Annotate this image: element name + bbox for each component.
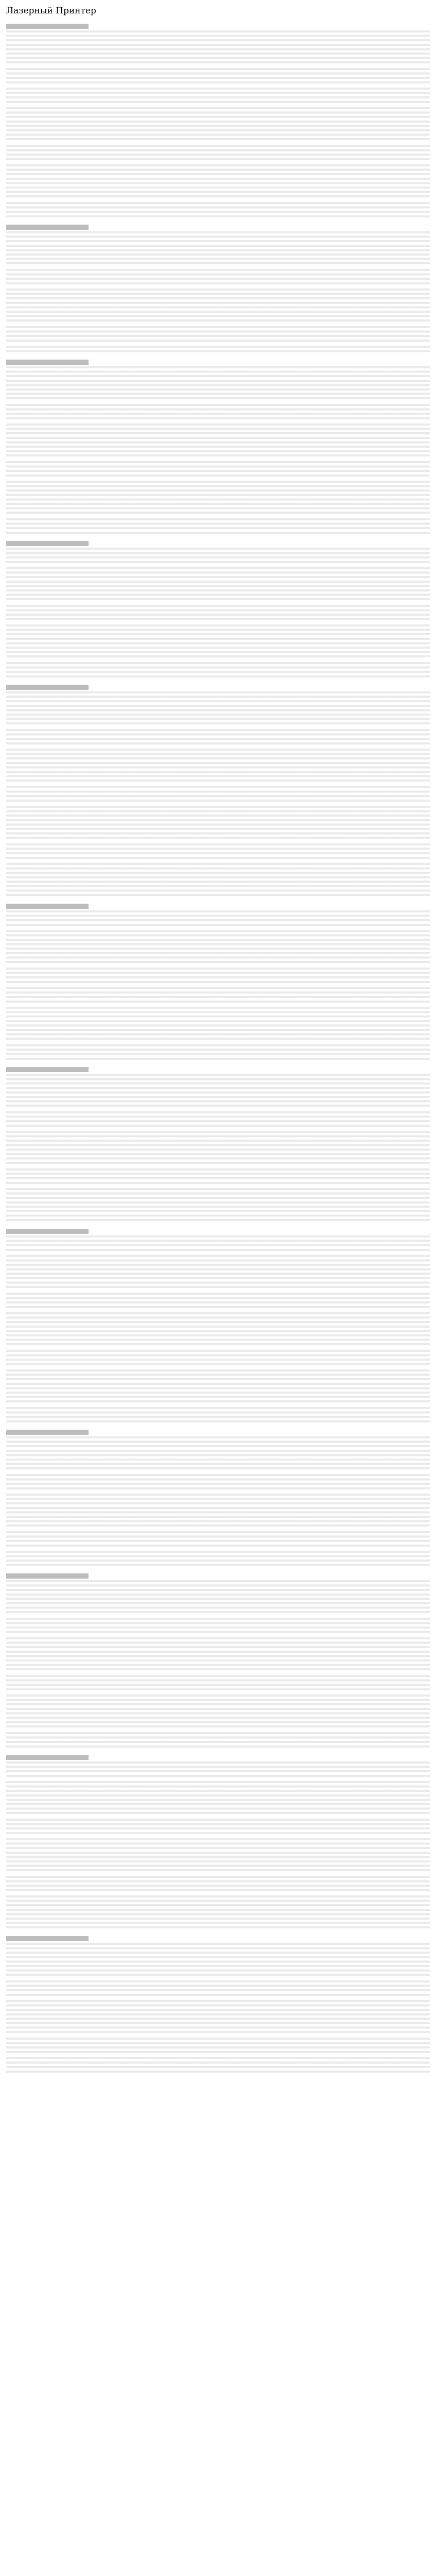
- paragraph: [6, 1618, 430, 1635]
- paragraph: [6, 269, 430, 286]
- paragraph: [6, 1255, 430, 1291]
- section-10: [6, 1573, 430, 1750]
- paragraph: [6, 729, 430, 747]
- paragraph: [6, 968, 430, 985]
- paragraph: [6, 518, 430, 536]
- section-3: [6, 360, 430, 536]
- paragraph: [6, 1369, 430, 1405]
- paragraph: [6, 481, 430, 516]
- paragraph: [6, 1474, 430, 1492]
- paragraph: [6, 987, 430, 1005]
- section-heading: [6, 541, 89, 546]
- paragraph: [6, 1531, 430, 1549]
- paragraph: [6, 2038, 430, 2055]
- paragraph: [6, 231, 430, 267]
- paragraph: [6, 1111, 430, 1129]
- paragraph: [6, 1675, 430, 1692]
- section-heading: [6, 1430, 89, 1435]
- section-heading: [6, 360, 89, 365]
- section-12: [6, 1936, 430, 2075]
- section-8: [6, 1229, 430, 1425]
- paragraph: [6, 366, 430, 402]
- paragraph: [6, 346, 430, 354]
- paragraph: [6, 1494, 430, 1529]
- paragraph: [6, 548, 430, 565]
- paragraph: [6, 1943, 430, 1978]
- paragraph: [6, 1436, 430, 1472]
- paragraph: [6, 1732, 430, 1750]
- section-heading: [6, 1067, 89, 1072]
- section-heading: [6, 685, 89, 690]
- paragraph: [6, 1168, 430, 1186]
- paragraph: [6, 326, 430, 344]
- paragraph: [6, 404, 430, 421]
- paragraph: [6, 786, 430, 804]
- paragraph: [6, 1781, 430, 1817]
- section-heading: [6, 1936, 89, 1941]
- section-heading: [6, 225, 89, 230]
- paragraph: [6, 1637, 430, 1673]
- paragraph: [6, 2000, 430, 2036]
- paragraph: [6, 107, 430, 143]
- paragraph: [6, 1235, 430, 1253]
- paragraph: [6, 164, 430, 200]
- paragraph: [6, 88, 430, 105]
- paragraph: [6, 289, 430, 324]
- paragraph: [6, 1074, 430, 1109]
- paragraph: [6, 1407, 430, 1425]
- paragraph: [6, 806, 430, 841]
- section-6: [6, 904, 430, 1062]
- paragraph: [6, 30, 430, 66]
- paragraph: [6, 749, 430, 784]
- paragraph: [6, 910, 430, 928]
- paragraph: [6, 691, 430, 727]
- paragraph: [6, 1980, 430, 1998]
- paragraph: [6, 1551, 430, 1568]
- paragraph: [6, 1044, 430, 1062]
- section-heading: [6, 24, 89, 29]
- paragraph: [6, 843, 430, 861]
- paragraph: [6, 1895, 430, 1931]
- paragraph: [6, 567, 430, 603]
- paragraph: [6, 1694, 430, 1730]
- paragraph: [6, 605, 430, 622]
- section-heading: [6, 1229, 89, 1234]
- paragraph: [6, 1350, 430, 1367]
- paragraph: [6, 1188, 430, 1224]
- section-9: [6, 1430, 430, 1568]
- paragraph: [6, 1761, 430, 1779]
- paragraph: [6, 624, 430, 660]
- paragraph: [6, 1876, 430, 1893]
- section-4: [6, 541, 430, 680]
- paragraph: [6, 423, 430, 459]
- section-heading: [6, 1755, 89, 1760]
- section-5: [6, 685, 430, 899]
- paragraph: [6, 662, 430, 680]
- paragraph: [6, 1580, 430, 1616]
- paragraph: [6, 1819, 430, 1836]
- paragraph: [6, 1312, 430, 1348]
- section-2: [6, 225, 430, 354]
- page-title: Лазерный Принтер: [6, 6, 96, 16]
- section-heading: [6, 904, 89, 909]
- paragraph: [6, 145, 430, 162]
- paragraph: [6, 863, 430, 899]
- paragraph: [6, 461, 430, 479]
- paragraph: [6, 1131, 430, 1166]
- paragraph: [6, 930, 430, 965]
- paragraph: [6, 2057, 430, 2075]
- paragraph: [6, 1007, 430, 1042]
- section-7: [6, 1067, 430, 1224]
- paragraph: [6, 68, 430, 86]
- section-1: [6, 24, 430, 219]
- paragraph: [6, 1293, 430, 1310]
- section-heading: [6, 1573, 89, 1579]
- paragraph: [6, 1838, 430, 1874]
- section-11: [6, 1755, 430, 1931]
- paragraph: [6, 202, 430, 219]
